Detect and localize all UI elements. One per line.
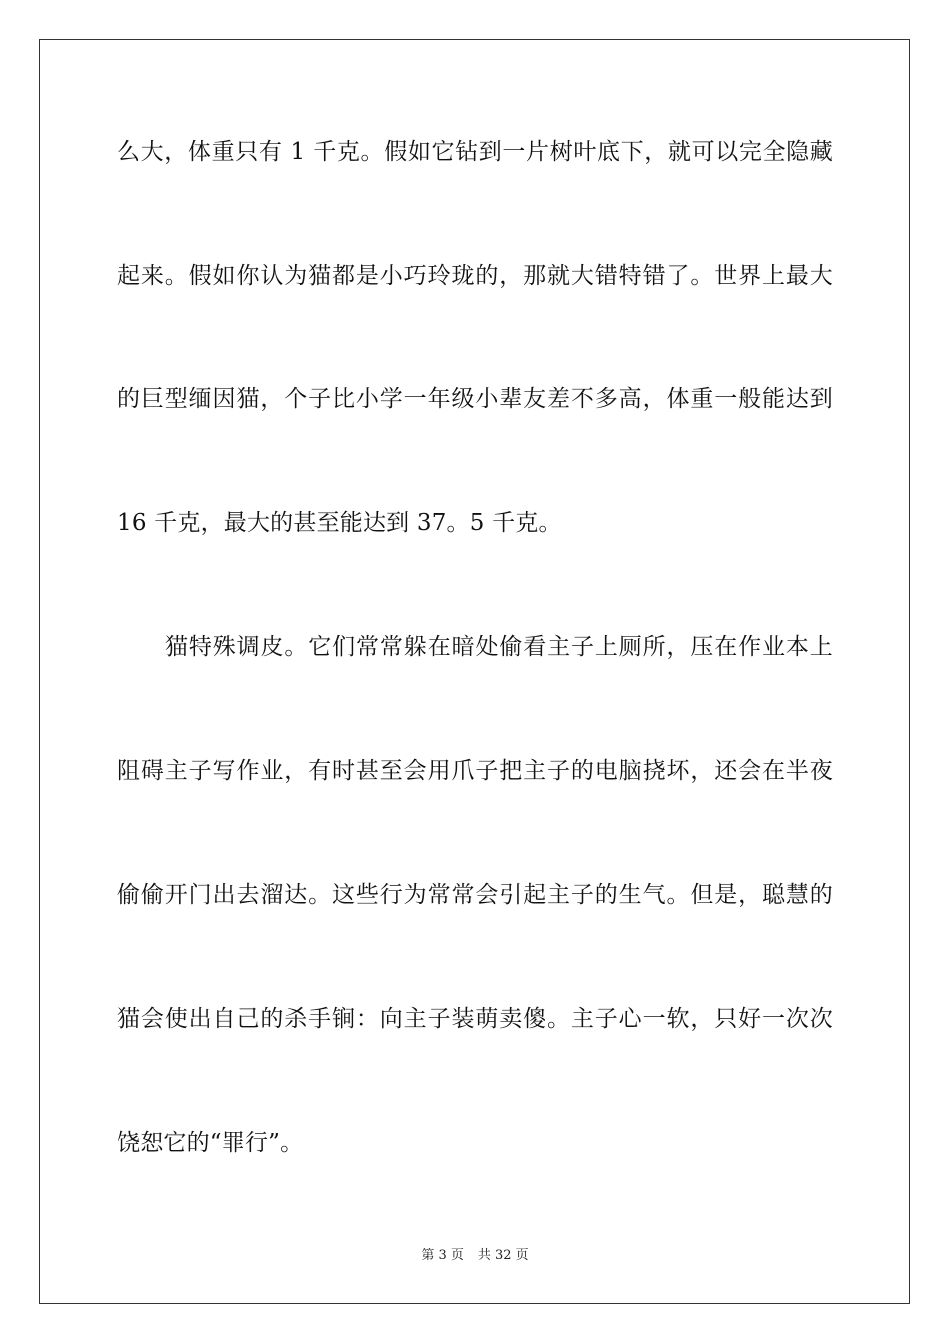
text-line-9: 饶恕它的“罪行”。	[117, 1130, 304, 1156]
text-line-5: 猫特殊调皮。它们常常躲在暗处偷看主子上厕所，压在作业本上	[165, 634, 833, 660]
page-footer	[0, 1247, 950, 1265]
text-line-7: 偷偷开门出去溜达。这些行为常常会引起主子的生气。但是，聪慧的	[117, 882, 833, 908]
text-line-6: 阻碍主子写作业，有时甚至会用爪子把主子的电脑挠坏，还会在半夜	[117, 758, 833, 784]
text-line-2: 起来。假如你认为猫都是小巧玲珑的，那就大错特错了。世界上最大	[117, 263, 833, 289]
text-line-3: 的巨型缅因猫，个子比小学一年级小辈友差不多高，体重一般能达到	[117, 386, 833, 412]
page-total: 共 32 页	[477, 1248, 529, 1263]
text-line-1: 么大，体重只有 1 千克。假如它钻到一片树叶底下，就可以完全隐藏	[117, 139, 833, 165]
page-number: 第 3 页	[421, 1248, 464, 1263]
text-line-8: 猫会使出自己的杀手锏：向主子装萌卖傻。主子心一软，只好一次次	[117, 1006, 833, 1032]
page-border	[39, 39, 910, 1304]
text-line-4: 16 千克，最大的甚至能达到 37。5 千克。	[117, 510, 562, 536]
